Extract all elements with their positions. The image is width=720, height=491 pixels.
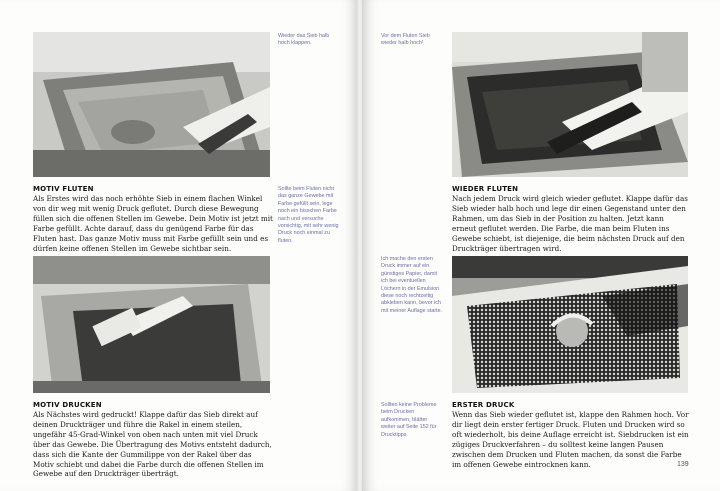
- heading-wieder-fluten: WIEDER FLUTEN: [452, 185, 519, 193]
- paragraph-erster-druck: Wenn das Sieb wieder geflutet ist, klappe den Rahmen hoch. Vor dir liegt dein erster fertiger Druck. Fluten und Drucken wird so oft wiederholt, bis deine Auflage erreicht ist. Siebdrucken ist ein zügiges Druckverfahren – du solltest keine langen Pausen zwischen dem Drucken und Fluten machen, da sonst die Farbe im offenen Gewebe eintrocknen kann.: [452, 410, 689, 469]
- note-flood-tip: Sollte beim Fluten nicht das ganze Gewebe mit Farbe gefüllt sein, lege noch ein bisschen Farbe nach und versuche vorsichtig, mit sehr wenig Druck noch einmal zu fluten.: [278, 186, 339, 244]
- note-screen-half-up: Vor dem Fluten Sieb wieder halb hoch!: [381, 33, 430, 47]
- photo-printing-motif: [33, 256, 270, 393]
- heading-erster-druck: ERSTER DRUCK: [452, 401, 515, 409]
- paragraph-motiv-fluten: Als Erstes wird das noch erhöhte Sieb in einem flachen Winkel von dir weg mit wenig Druck geflutet. Durch diese Bewegung füllen sich die offenen Stellen im Gewebe. Dein Motiv ist jetzt mit Farbe gefüllt. Achte darauf, dass du genügend Farbe für das Fluten hast. Das ganze Motiv muss mit Farbe gefüllt sein und es dürfen keine offenen Stellen im Gewebe sichtbar sein.: [33, 194, 273, 253]
- paragraph-wieder-fluten: Nach jedem Druck wird gleich wieder geflutet. Klappe dafür das Sieb wieder halb hoch und lege dir einen Gegenstand unter den Rahmen, um das Sieb in der Position zu halten. Jetzt kann erneut geflutet werden. Die Farbe, die man beim Fluten ins Gewebe schiebt, ist diejenige, die beim nächsten Druck auf den Druckträger übertragen wird.: [452, 194, 688, 253]
- photo-first-print: [452, 256, 688, 393]
- photo-flooding-again: [452, 32, 688, 177]
- note-printing-tips-ref: Sollten keine Probleme beim Drucken aufkommen, blätter weiter auf Seite 152 für Drucktipps.: [381, 402, 437, 438]
- photo-flooding-screen: [33, 32, 270, 177]
- left-page: [0, 0, 358, 491]
- heading-motiv-fluten: MOTIV FLUTEN: [33, 185, 94, 193]
- right-page: [362, 0, 720, 491]
- note-flip-screen-half: Wieder das Sieb halb hoch klappen.: [278, 33, 330, 47]
- page-number: 139: [677, 461, 689, 468]
- note-first-print-tip: Ich mache den ersten Druck immer auf ein günstiges Papier, damit ich bei eventuellen Löchern in der Emulsion diese noch rechtzeitig abkleben kann, bevor ich mit meiner Auflage starte.: [381, 256, 443, 314]
- paragraph-motiv-drucken: Als Nächstes wird gedruckt! Klappe dafür das Sieb direkt auf deinen Druckträger und führe die Rakel in einem steilen, ungefähr 45-Grad-Winkel von oben nach unten mit viel Druck über das Gewebe. Die Übertragung des Motivs entsteht dadurch, dass sich die Kante der Gummilippe von der Rakel über das Motiv schiebt und dabei die Farbe durch die offenen Stellen im Gewebe auf den Druckträger überträgt.: [33, 410, 272, 479]
- heading-motiv-drucken: MOTIV DRUCKEN: [33, 401, 102, 409]
